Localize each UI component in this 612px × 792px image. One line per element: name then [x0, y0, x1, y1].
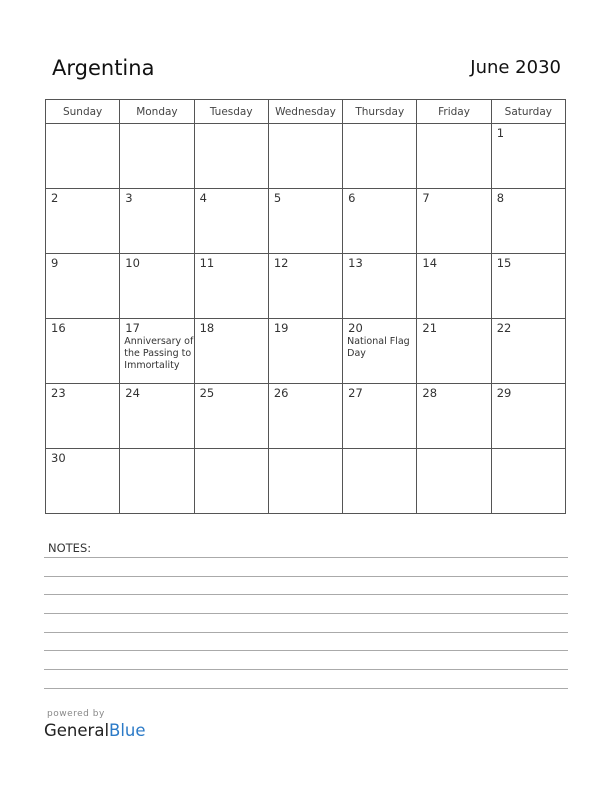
day-number: 1 [496, 126, 505, 140]
note-line [44, 632, 568, 633]
note-line [44, 576, 568, 577]
week-row [46, 124, 566, 189]
note-line [44, 594, 568, 595]
weekday-header: Tuesday [194, 100, 268, 124]
weekday-header: Thursday [343, 100, 417, 124]
day-cell[interactable] [46, 189, 120, 254]
day-cell[interactable] [194, 319, 268, 384]
day-number: 8 [496, 191, 505, 205]
week-row [46, 384, 566, 449]
day-number: 5 [273, 191, 282, 205]
day-number: 4 [199, 191, 207, 205]
day-cell[interactable] [268, 449, 342, 514]
calendar-grid [45, 99, 566, 514]
note-line [44, 669, 568, 670]
day-number: 15 [496, 256, 512, 270]
note-line [44, 650, 568, 651]
day-cell[interactable] [343, 319, 417, 384]
day-number: 11 [199, 256, 215, 270]
day-cell[interactable] [268, 189, 342, 254]
day-number: 18 [199, 321, 215, 335]
day-cell[interactable] [268, 319, 342, 384]
day-cell[interactable] [417, 319, 491, 384]
day-cell[interactable] [491, 124, 565, 189]
day-cell[interactable] [343, 189, 417, 254]
day-number: 7 [422, 191, 430, 205]
day-cell[interactable] [491, 449, 565, 514]
day-cell[interactable] [46, 384, 120, 449]
day-number: 17 [125, 321, 140, 335]
day-cell[interactable] [194, 124, 268, 189]
weekday-header: Friday [417, 100, 491, 124]
day-cell[interactable] [46, 124, 120, 189]
week-row [46, 319, 566, 384]
month-year-title: June 2030 [470, 57, 561, 78]
day-cell[interactable] [491, 189, 565, 254]
day-number: 23 [51, 386, 66, 400]
day-cell[interactable] [417, 384, 491, 449]
week-row [46, 254, 566, 319]
day-cell[interactable] [194, 384, 268, 449]
day-number: 10 [125, 256, 140, 270]
day-cell[interactable] [194, 254, 268, 319]
note-line [44, 688, 568, 689]
brand-logo[interactable] [44, 721, 146, 740]
day-number: 27 [348, 386, 363, 400]
day-number: 25 [199, 386, 215, 400]
day-number: 29 [496, 386, 512, 400]
day-number: 13 [348, 256, 363, 270]
day-number: 30 [51, 451, 66, 465]
day-cell[interactable] [268, 254, 342, 319]
day-cell[interactable] [417, 254, 491, 319]
weekday-header: Wednesday [268, 100, 342, 124]
day-cell[interactable] [268, 124, 342, 189]
day-cell[interactable] [46, 449, 120, 514]
day-cell[interactable] [120, 254, 194, 319]
day-cell[interactable] [46, 254, 120, 319]
day-cell[interactable] [46, 319, 120, 384]
day-cell[interactable] [120, 449, 194, 514]
day-number: 6 [348, 191, 356, 205]
day-cell[interactable] [120, 189, 194, 254]
day-cell[interactable] [491, 254, 565, 319]
day-number: 3 [125, 191, 133, 205]
day-cell[interactable] [343, 384, 417, 449]
day-number: 16 [51, 321, 66, 335]
day-number: 22 [496, 321, 512, 335]
day-cell[interactable] [417, 124, 491, 189]
day-number: 12 [273, 256, 289, 270]
country-title: Argentina [52, 56, 155, 80]
day-cell[interactable] [343, 449, 417, 514]
day-number: 24 [125, 386, 140, 400]
week-row [46, 189, 566, 254]
day-number: 21 [422, 321, 438, 335]
week-row [46, 449, 566, 514]
day-number: 14 [422, 256, 438, 270]
powered-by-text: powered by [47, 709, 105, 719]
day-cell[interactable] [491, 384, 565, 449]
day-cell[interactable] [120, 124, 194, 189]
brand-name-blue: Blue [109, 721, 146, 740]
weekday-header-row [46, 100, 566, 124]
holiday-label: National Flag Day [347, 336, 410, 359]
note-line [44, 557, 568, 558]
day-cell[interactable] [194, 189, 268, 254]
day-number: 28 [422, 386, 438, 400]
day-cell[interactable] [120, 319, 194, 384]
day-number: 20 [348, 321, 363, 335]
brand-name-general: General [44, 721, 110, 740]
weekday-header: Monday [120, 100, 194, 124]
day-cell[interactable] [194, 449, 268, 514]
day-number: 9 [51, 256, 59, 270]
day-cell[interactable] [120, 384, 194, 449]
day-cell[interactable] [491, 319, 565, 384]
day-cell[interactable] [343, 254, 417, 319]
day-number: 26 [273, 386, 289, 400]
day-number: 19 [273, 321, 289, 335]
weekday-header: Sunday [46, 100, 120, 124]
day-cell[interactable] [417, 189, 491, 254]
day-cell[interactable] [417, 449, 491, 514]
day-cell[interactable] [268, 384, 342, 449]
notes-label: NOTES: [48, 541, 92, 555]
note-line [44, 613, 568, 614]
day-number: 2 [51, 191, 59, 205]
weekday-header: Saturday [491, 100, 565, 124]
day-cell[interactable] [343, 124, 417, 189]
holiday-label: Anniversary of the Passing to Immortality [124, 336, 194, 371]
